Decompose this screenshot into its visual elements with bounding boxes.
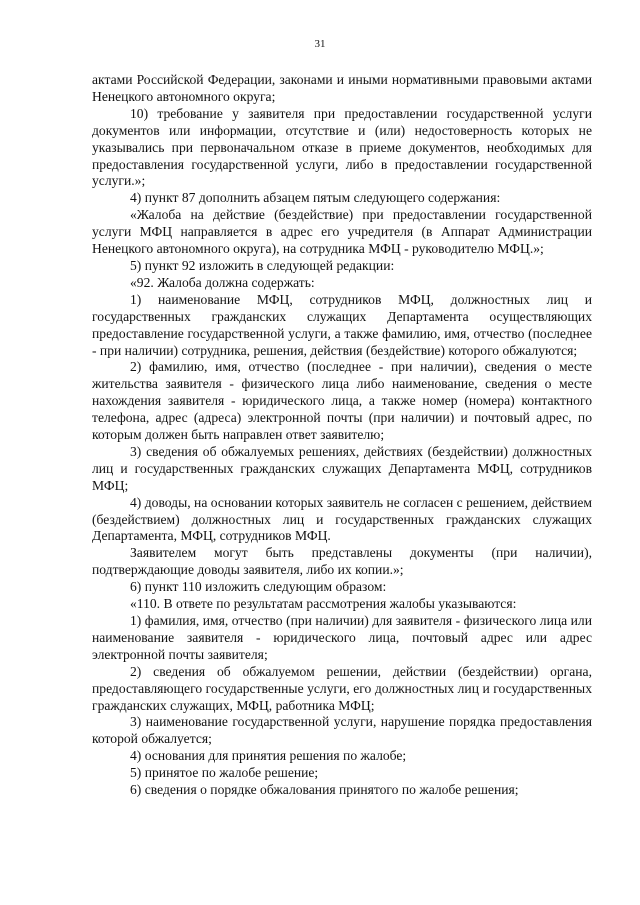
paragraph: 1) фамилия, имя, отчество (при наличии) для заявителя - физического лица или наименование заявителя - юридического лица, почтовый адрес или адрес электронной почты заявителя;: [92, 613, 592, 662]
paragraph: 4) основания для принятия решения по жалобе;: [130, 748, 407, 764]
document-body: [92, 72, 592, 799]
paragraph: 1) наименование МФЦ, сотрудников МФЦ, должностных лиц и государственных гражданских служащих Департамента осуществляющих предоставление государственной услуги, а также фамилию, имя, отчество (последнее - при наличии) сотрудника, решения, действия (бездействие) которого обжалуются;: [92, 291, 592, 358]
paragraph: «Жалоба на действие (бездействие) при предоставлении государственной услуги МФЦ направляется в адрес его учредителя (в Аппарат Администрации Ненецкого автономного округа), на сотрудника МФЦ - руководителю МФЦ.»;: [92, 207, 592, 257]
paragraph: 5) пункт 92 изложить в следующей редакции:: [130, 257, 395, 273]
paragraph: 4) пункт 87 дополнить абзацем пятым следующего содержания:: [130, 190, 501, 206]
page-number: 31: [314, 38, 326, 50]
paragraph: 2) сведения об обжалуемом решении, действии (бездействии) органа, предоставляющего государственные услуги, его должностных лиц и государственных гражданских служащих, МФЦ, работника МФЦ;: [92, 663, 592, 713]
paragraph: актами Российской Федерации, законами и иными нормативными правовыми актами Ненецкого автономного округа;: [92, 72, 592, 104]
paragraph: 6) пункт 110 изложить следующим образом:: [130, 579, 387, 595]
paragraph: 5) принятое по жалобе решение;: [130, 765, 319, 781]
paragraph: 10) требование у заявителя при предоставлении государственной услуги документов или информации, отсутствие и (или) недостоверность которых не указывались при первоначальном отказе в приеме документов, необходимых для предоставления государственной услуги, либо в предоставлении государственной услуги.»;: [92, 105, 592, 189]
paragraph: Заявителем могут быть представлены документы (при наличии), подтверждающие доводы заявителя, либо их копии.»;: [92, 545, 592, 578]
paragraph: 3) наименование государственной услуги, нарушение порядка предоставления которой обжалуется;: [92, 714, 592, 747]
paragraph: 4) доводы, на основании которых заявитель не согласен с решением, действием (бездействием) должностных лиц и государственных гражданских служащих Департамента, МФЦ, сотрудников МФЦ.: [92, 494, 592, 544]
paragraph: «92. Жалоба должна содержать:: [130, 274, 315, 290]
paragraph: «110. В ответе по результатам рассмотрения жалобы указываются:: [130, 596, 517, 612]
paragraph: 2) фамилию, имя, отчество (последнее - при наличии), сведения о месте жительства заявителя - физического лица либо наименование, сведения о месте нахождения заявителя - юридического лица, а также номер (номера) контактного телефона, адрес (адреса) электронной почты (при наличии) и почтовый адрес, по которым должен быть направлен ответ заявителю;: [92, 359, 592, 443]
paragraph: 6) сведения о порядке обжалования принятого по жалобе решения;: [130, 782, 519, 798]
paragraph: 3) сведения об обжалуемых решениях, действиях (бездействии) должностных лиц и государственных гражданских служащих Департамента МФЦ, сотрудников МФЦ;: [92, 443, 592, 493]
